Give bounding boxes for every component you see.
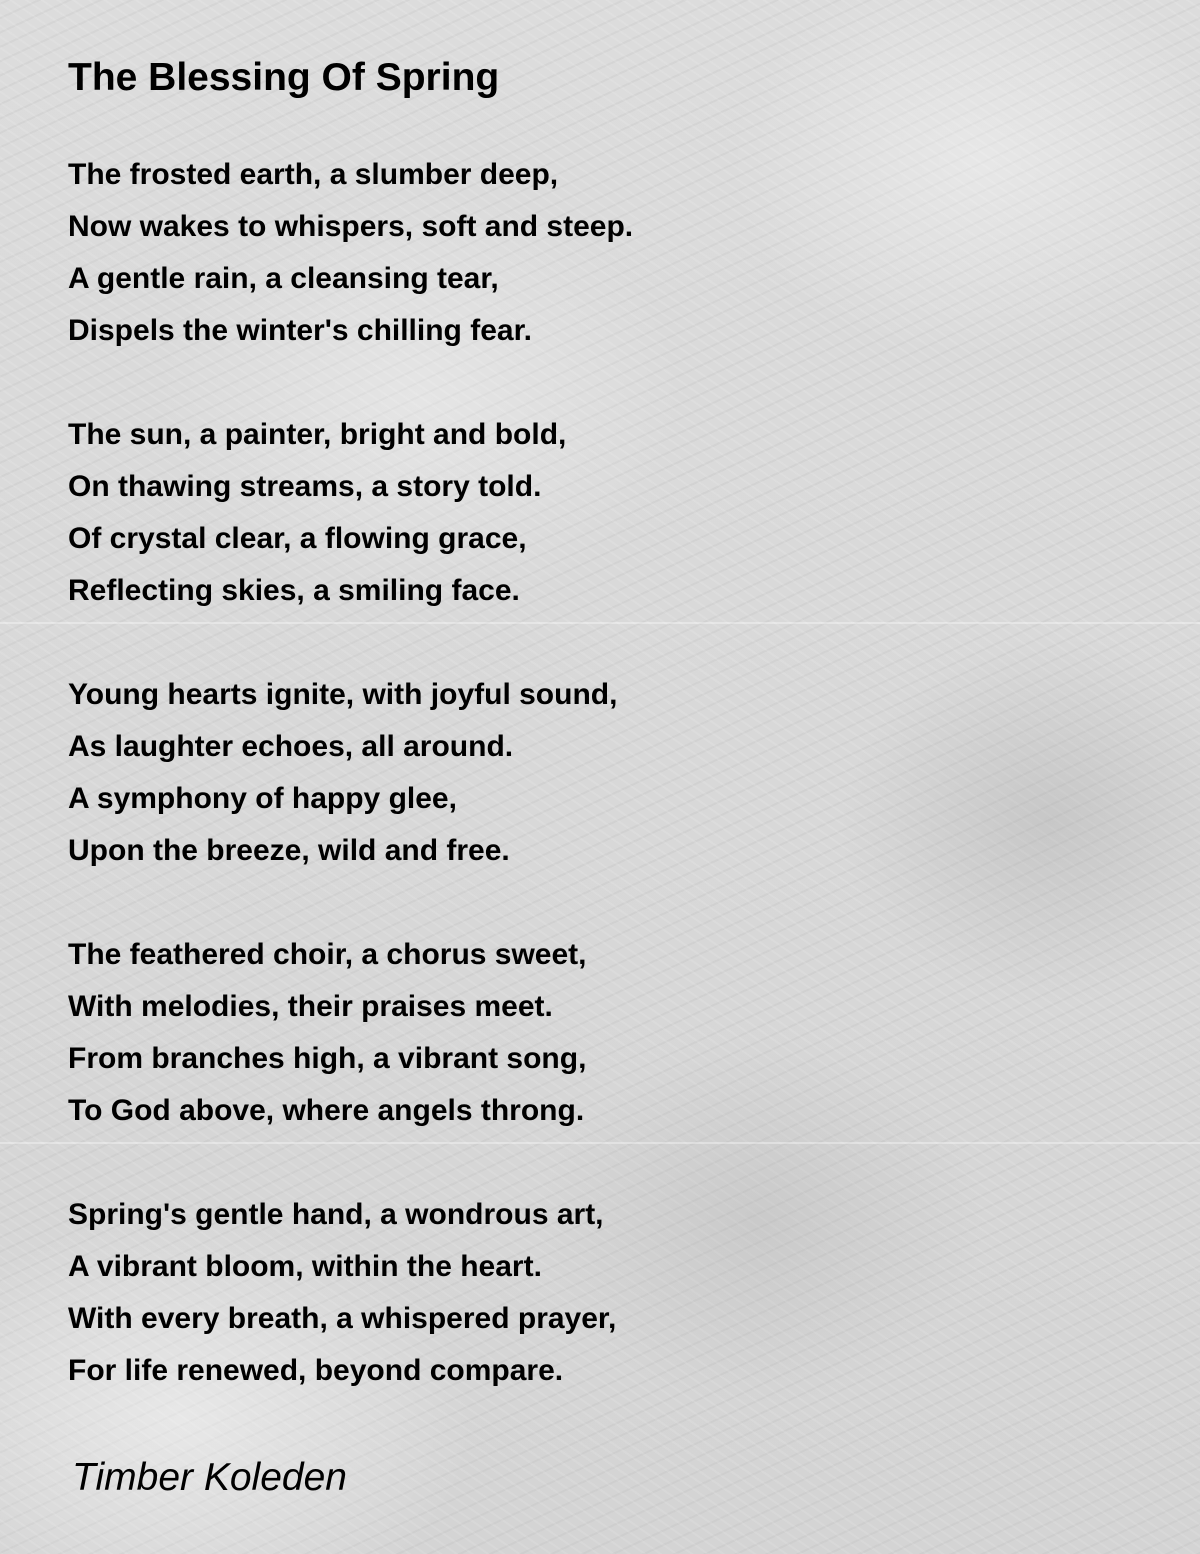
poem-body xyxy=(68,149,1068,1449)
poem-line: The frosted earth, a slumber deep, xyxy=(68,158,559,191)
poem-line: On thawing streams, a story told. xyxy=(68,470,542,503)
poem-author: Timber Koleden xyxy=(72,1456,347,1499)
poem-line: Reflecting skies, a smiling face. xyxy=(68,574,520,607)
poem-line: A symphony of happy glee, xyxy=(68,782,457,815)
poem-line: Dispels the winter's chilling fear. xyxy=(68,314,532,347)
poem-line: Upon the breeze, wild and free. xyxy=(68,834,510,867)
stanza xyxy=(68,929,1068,1137)
poem-line: The sun, a painter, bright and bold, xyxy=(68,418,567,451)
poem-line: A gentle rain, a cleansing tear, xyxy=(68,262,499,295)
poem-line: To God above, where angels throng. xyxy=(68,1094,585,1127)
stanza xyxy=(68,409,1068,617)
stanza xyxy=(68,1189,1068,1397)
poem-line: Young hearts ignite, with joyful sound, xyxy=(68,678,618,711)
poem-line: The feathered choir, a chorus sweet, xyxy=(68,938,587,971)
poem-line: Now wakes to whispers, soft and steep. xyxy=(68,210,634,243)
poem-line: As laughter echoes, all around. xyxy=(68,730,514,763)
poem-line: For life renewed, beyond compare. xyxy=(68,1354,564,1387)
poem-line: With every breath, a whispered prayer, xyxy=(68,1302,617,1335)
poem-line: With melodies, their praises meet. xyxy=(68,990,553,1023)
poem-line: Spring's gentle hand, a wondrous art, xyxy=(68,1198,604,1231)
poem-line: Of crystal clear, a flowing grace, xyxy=(68,522,527,555)
poem-line: A vibrant bloom, within the heart. xyxy=(68,1250,542,1283)
poem-line: From branches high, a vibrant song, xyxy=(68,1042,587,1075)
stanza xyxy=(68,669,1068,877)
poem-title: The Blessing Of Spring xyxy=(68,56,500,99)
stanza xyxy=(68,149,1068,357)
